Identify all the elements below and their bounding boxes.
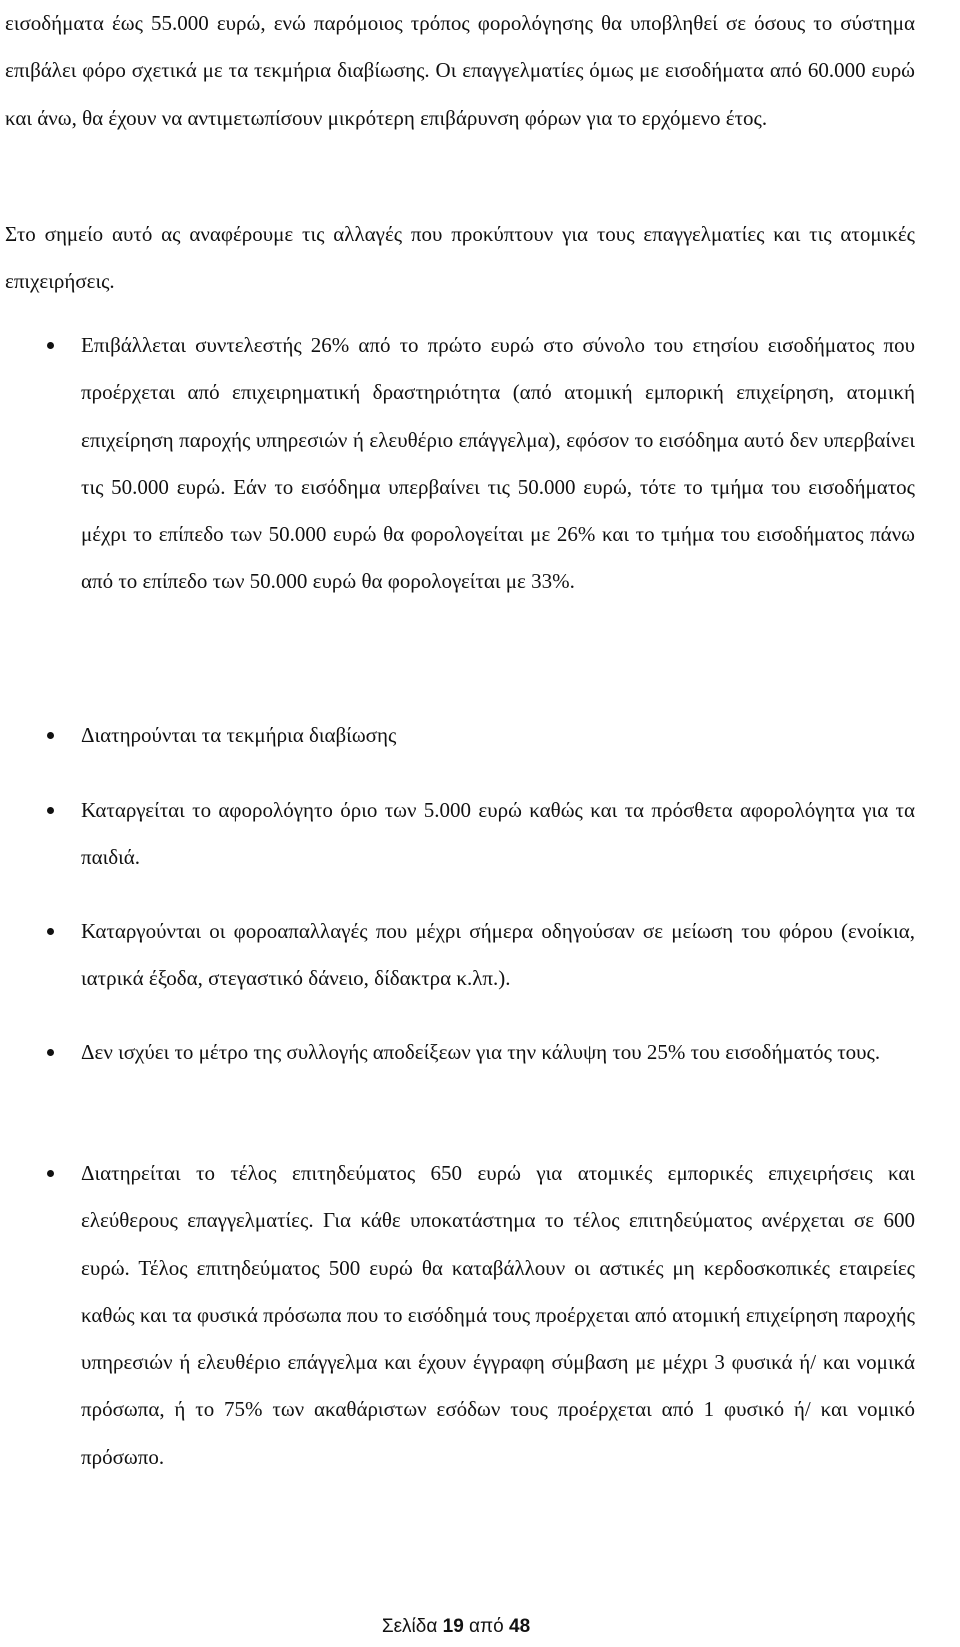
footer-page-number: 19 <box>442 1616 464 1637</box>
list-item-text: Διατηρείται το τέλος επιτηδεύματος 650 ευρώ για ατομικές εμπορικές επιχειρήσεις και ελεύθερους επαγγελματίες. Για κάθε υποκατάστημα το τέλος επιτηδεύματος ανέρχεται σε 600 ευρώ. Τέλος επιτηδεύματος 500 ευρώ θα καταβάλλουν οι αστικές μη κερδοσκοπικές εταιρείες καθώς και τα φυσικά πρόσωπα που το εισόδημά τους προέρχεται από ατομική επιχείρηση παροχής υπηρεσιών ή ελευθέριο επάγγελμα και έχουν έγγραφη σύμβαση με μέχρι 3 φυσικά ή/ και νομικά πρόσωπα, ή το 75% των ακαθάριστων εσόδων τους προέρχεται από 1 φυσικό ή/ και νομικό πρόσωπο. <box>81 1161 915 1469</box>
list-item-text: Επιβάλλεται συντελεστής 26% από το πρώτο ευρώ στο σύνολο του ετησίου εισοδήματος που προέρχεται από επιχειρηματική δραστηριότητα (από ατομική εμπορική επιχείρηση, ατομική επιχείρηση παροχής υπηρεσιών ή ελευθέριο επάγγελμα), εφόσον το εισόδημα αυτό δεν υπερβαίνει τις 50.000 ευρώ. Εάν το εισόδημα υπερβαίνει τις 50.000 ευρώ, τότε το τμήμα του εισοδήματος μέχρι το επίπεδο των 50.000 ευρώ θα φορολογείται με 26% και το τμήμα του εισοδήματος πάνω από το επίπεδο των 50.000 ευρώ θα φορολογείται με 33%. <box>81 333 915 594</box>
bullet-icon <box>47 732 54 739</box>
footer-page-prefix: Σελίδα <box>381 1616 438 1637</box>
bullet-icon <box>47 928 54 935</box>
list-item-text: Διατηρούνται τα τεκμήρια διαβίωσης <box>81 723 397 747</box>
footer-page-total: 48 <box>509 1616 531 1637</box>
list-item-text: Δεν ισχύει το μέτρο της συλλογής αποδείξεων για την κάλυψη του 25% του εισοδήματός τους. <box>81 1040 881 1064</box>
list-item-text: Καταργούνται οι φοροαπαλλαγές που μέχρι σήμερα οδηγούσαν σε μείωση του φόρου (ενοίκια, ιατρικά έξοδα, στεγαστικό δάνειο, δίδακτρα κ.λπ.). <box>81 919 915 991</box>
list-item-text: Καταργείται το αφορολόγητο όριο των 5.000 ευρώ καθώς και τα πρόσθετα αφορολόγητα για τα παιδιά. <box>81 798 915 870</box>
paragraph-continuation: εισοδήματα έως 55.000 ευρώ, ενώ παρόμοιος τρόπος φορολόγησης θα υποβληθεί σε όσους το σύστημα επιβάλει φόρο σχετικά με τα τεκμήρια διαβίωσης. Οι επαγγελματίες όμως με εισοδήματα από 60.000 ευρώ και άνω, θα έχουν να αντιμετωπίσουν μικρότερη επιβάρυνση φόρων για το ερχόμενο έτος. <box>5 11 915 130</box>
footer-page-of: από <box>469 1616 504 1637</box>
page-footer <box>0 1614 912 1640</box>
paragraph-intro: Στο σημείο αυτό ας αναφέρουμε τις αλλαγές που προκύπτουν για τους επαγγελματίες και τις ατομικές επιχειρήσεις. <box>5 222 915 294</box>
bullet-icon <box>47 342 54 349</box>
bullet-icon <box>47 1049 54 1056</box>
bullet-icon <box>47 807 54 814</box>
bullet-icon <box>47 1170 54 1177</box>
